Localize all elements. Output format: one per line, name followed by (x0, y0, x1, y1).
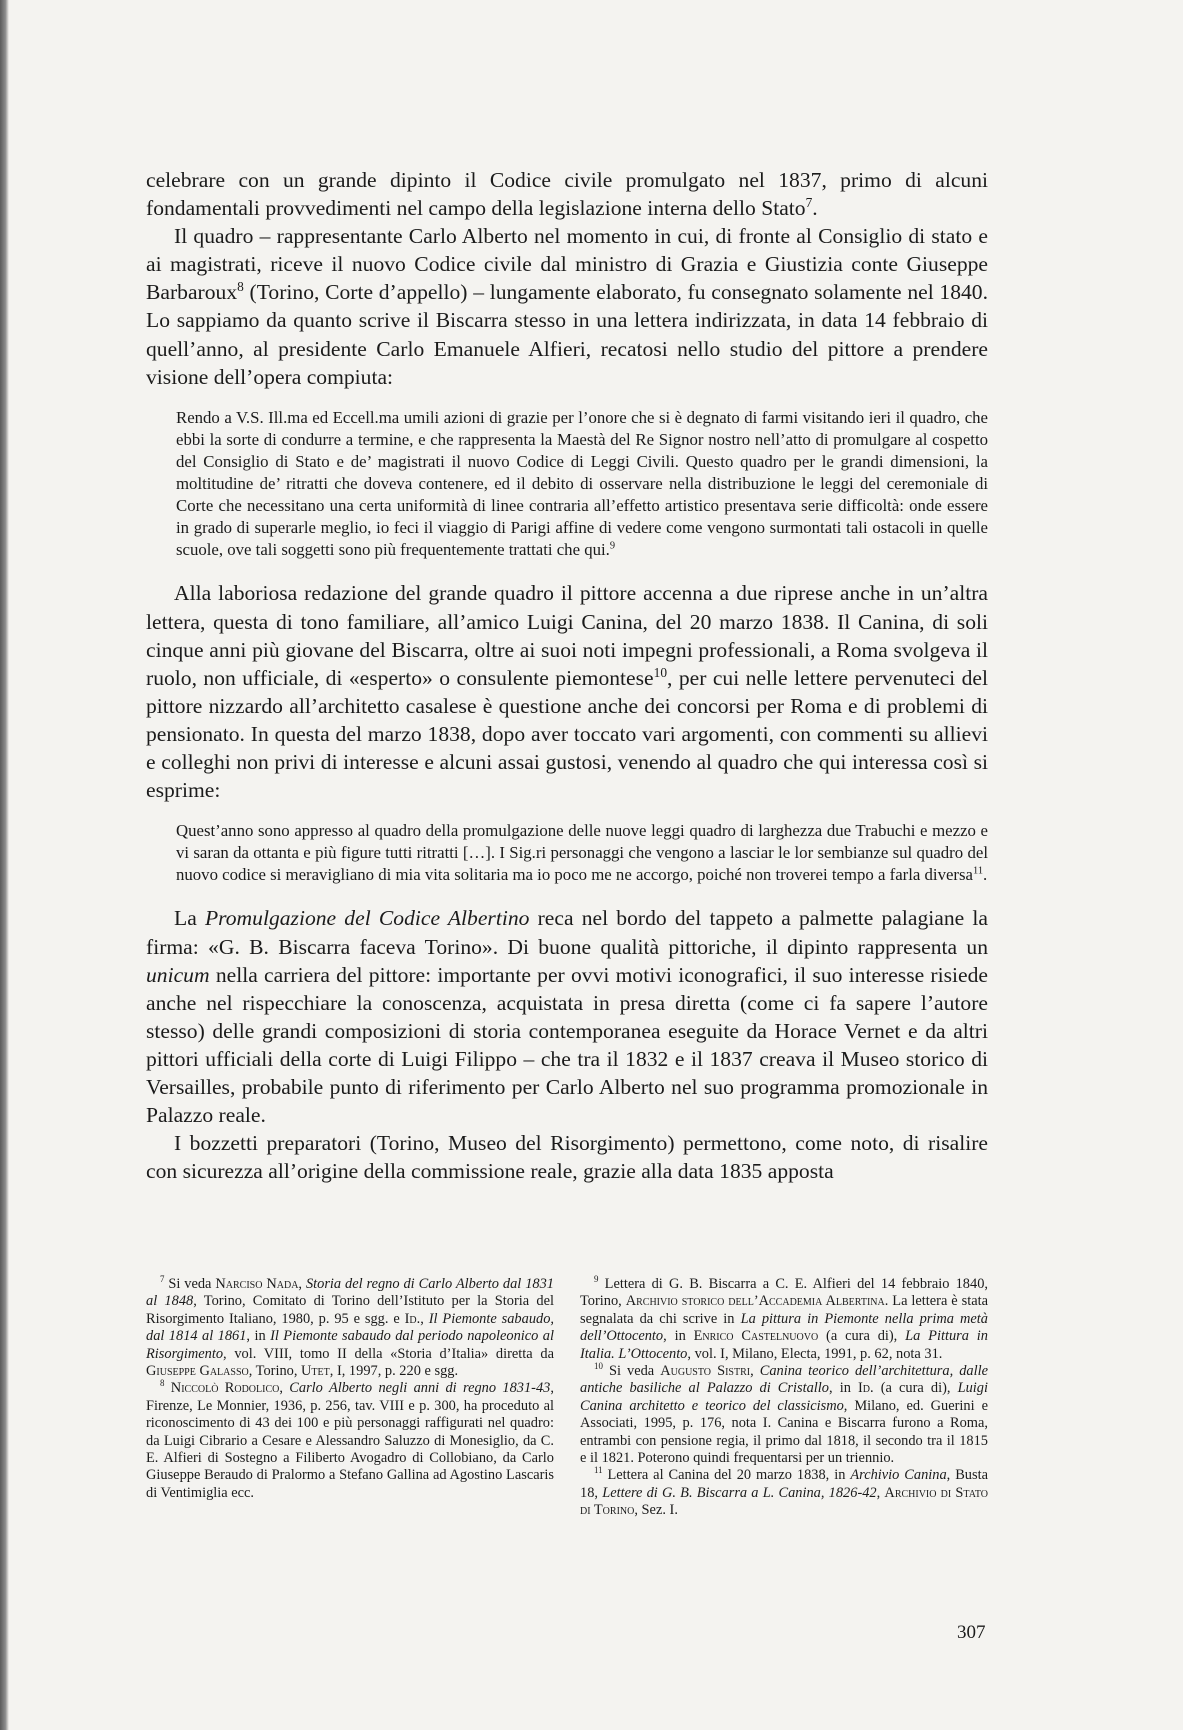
paragraph-5: I bozzetti preparatori (Torino, Museo del Risorgimento) permettono, come noto, di risalire con sicurezza all’origine della commissione reale, grazie alla data 1835 apposta (146, 1131, 988, 1184)
footnote-ref-8[interactable]: 8 (237, 279, 244, 295)
footnote-ref-10[interactable]: 10 (653, 664, 667, 680)
footnotes (146, 1276, 988, 1520)
footnotes-right-column (580, 1276, 988, 1520)
footnote-10: $^{10}$ Si veda Augusto Sistri, Canina teorico dell’architettura, dalle antiche basiliche al Palazzo di Cristallo, in Id. (a cura di), Luigi Canina architetto e teorico del classicismo, Milano, ed. Guerini e Associati, 1995, p. 176, nota I. Canina e Biscarra furono a Roma, entrambi con pensione regia, il primo dal 1818, il secondo tra il 1815 e il 1821. Poterono quindi frequentarsi per un triennio. (580, 1361, 988, 1467)
footnote-8: $^8$ Niccolò Rodolico, Carlo Alberto negli anni di regno 1831-43, Firenze, Le Monnier, 1936, p. 256, tav. VIII e p. 300, ha proceduto al riconoscimento di 43 dei 100 e più personaggi raffigurati nel quadro: da Luigi Cibrario a Cesare e Alessandro Saluzzo di Monesiglio, da C. E. Alfieri di Sostegno a Filiberto Avogadro di Collobiano, da Carlo Giuseppe Beraudo di Pralormo a Stefano Gallina ad Agostino Lascaris di Ventimiglia ecc. (146, 1378, 554, 1501)
unicum-term: unicum (146, 962, 210, 987)
paragraph-3: Alla laboriosa redazione del grande quadro il pittore accenna a due riprese anche in un’altra lettera, questa di tono familiare, all’amico Luigi Canina, del 20 marzo 1838. Il Canina, di soli cinque anni più giovane del Biscarra, oltre ai suoi noti impegni professionali, a Roma svolgeva il ruolo, non ufficiale, di «esperto» o consulente piemontese$^{10}$, per cui nelle lettere pervenuteci del pittore nizzardo all’architetto casalese è questione anche dei concorsi per Roma e di problemi di pensionato. In questa del marzo 1838, dopo aver toccato vari argomenti, con commenti su allievi e colleghi non privi di interesse e alcuni assai gustosi, venendo al quadro che qui interessa così si esprime: (146, 581, 988, 803)
paragraph-1: celebrare con un grande dipinto il Codice civile promulgato nel 1837, primo di alcuni fondamentali provvedimenti nel campo della legislazione interna dello Stato$^7$. (146, 168, 988, 221)
footnote-ref-7[interactable]: 7 (805, 194, 813, 210)
artwork-title: Promulgazione del Codice Albertino (204, 906, 530, 931)
block-quote-1: Rendo a V.S. Ill.ma ed Eccell.ma umili azioni di grazie per l’onore che si è degnato di farmi visitando ieri il quadro, che ebbi la sorte di condurre a termine, e che rappresenta la Maestà del Re Signor nostro nell’atto di promulgare al cospetto del Consiglio di Stato e de’ magistrati il nuovo Codice di Leggi Civili. Questo quadro per le grandi dimensioni, la moltitudine de’ ritratti che doveva contenere, ed il debito di osservare nella distribuzione le leggi del ceremoniale di Corte che necessitano una certa uniformità di linee contraria all’effetto artistico presentava serie difficoltà: onde essere in grado di superarle meglio, io feci il viaggio di Parigi affine di vedere come vengono surmontati tali ostacoli in quelle scuole, ove tali soggetti sono più frequentemente trattati che qui.$^9$ (176, 407, 988, 560)
footnote-11: $^{11}$ Lettera al Canina del 20 marzo 1838, in Archivio Canina, Busta 18, Lettere di G. B. Biscarra a L. Canina, 1826-42, Archivio di Stato di Torino, Sez. I. (580, 1465, 988, 1519)
main-text-column (146, 166, 988, 1185)
paragraph-2: Il quadro – rappresentante Carlo Alberto nel momento in cui, di fronte al Consiglio di stato e ai magistrati, riceve il nuovo Codice civile dal ministro di Grazia e Giustizia conte Giuseppe Barbaroux$^8$ (Torino, Corte d’appello) – lungamente elaborato, fu consegnato solamente nel 1840. Lo sappiamo da quanto scrive il Biscarra stesso in una lettera indirizzata, in data 14 febbraio di quell’anno, al presidente Carlo Emanuele Alfieri, recatosi nello studio del pittore a prendere visione dell’opera compiuta: (146, 224, 988, 389)
page-edge-shadow (0, 0, 9, 1730)
page-number: 307 (957, 1622, 986, 1643)
footnote-9: $^9$ Lettera di G. B. Biscarra a C. E. Alfieri del 14 febbraio 1840, Torino, Archivio storico dell’Accademia Albertina. La lettera è stata segnalata da chi scrive in La pittura in Piemonte nella prima metà dell’Ottocento, in Enrico Castelnuovo (a cura di), La Pittura in Italia. L’Ottocento, vol. I, Milano, Electa, 1991, p. 62, nota 31. (580, 1274, 989, 1362)
footnote-7: $^7$ Si veda Narciso Nada, Storia del regno di Carlo Alberto dal 1831 al 1848, Torino, Comitato di Torino dell’Istituto per la Storia del Risorgimento Italiano, 1980, p. 95 e sgg. e Id., Il Piemonte sabaudo, dal 1814 al 1861, in Il Piemonte sabaudo dal periodo napoleonico al Risorgimento, vol. VIII, tomo II della «Storia d’Italia» diretta da Giuseppe Galasso, Torino, Utet, I, 1997, p. 220 e sgg. (146, 1274, 555, 1380)
footnotes-left-column (146, 1276, 554, 1520)
block-quote-2: Quest’anno sono appresso al quadro della promulgazione delle nuove leggi quadro di larghezza due Trabuchi e mezzo e vi saran da ottanta e più figure tutti ritratti […]. I Sig.ri personaggi che vengono a lasciar le lor sembianze sul quadro del nuovo codice si meravigliano di mia vita solitaria ma io poco me ne accorgo, poiché non troverei tempo a farla diversa$^{11}$. (176, 821, 988, 885)
paragraph-4: La Promulgazione del Codice Albertino reca nel bordo del tappeto a palmette palagiane la firma: «G. B. Biscarra faceva Torino». Di buone qualità pittoriche, il dipinto rappresenta un unicum nella carriera del pittore: importante per ovvi motivi iconografici, il suo interesse risiede anche nel rispecchiare la conoscenza, acquistata in presa diretta (come ci fa sapere l’autore stesso) delle grandi composizioni di storia contemporanea eseguite da Horace Vernet e da altri pittori ufficiali della corte di Luigi Filippo – che tra il 1832 e il 1837 creava il Museo storico di Versailles, probabile punto di riferimento per Carlo Alberto nel suo programma promozionale in Palazzo reale. (146, 906, 988, 1128)
footnote-ref-9[interactable]: 9 (609, 540, 616, 552)
footnote-ref-11[interactable]: 11 (973, 865, 984, 877)
